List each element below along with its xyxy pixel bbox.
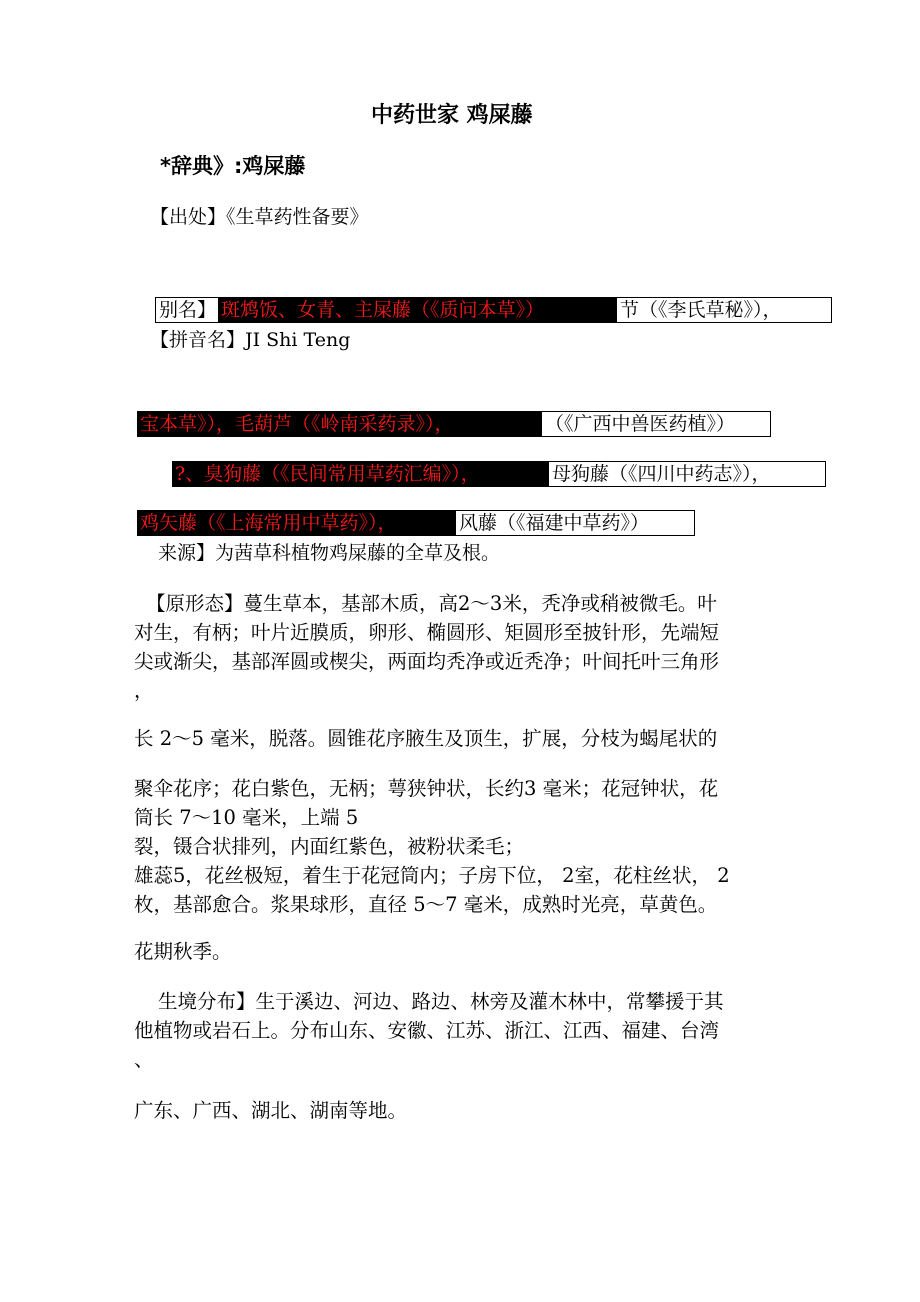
morph-line: 【原形态】蔓生草本，基部木质，高2～3米，秃净或稍被微毛。叶 [146,592,717,615]
alias-line2-rest: （《广西中兽医药植》） [541,411,771,437]
alias-highlight: 斑鸩饭、女青、主屎藤（《质问本草》） [218,297,618,323]
habitat-paragraph-2 [134,1096,794,1125]
source-line: 【出处】《生草药性备要》 [150,206,369,228]
alias-line3-rest: 母狗藤（《四川中药志》）， [548,461,826,487]
alias-line4-rest: 风藤（《福建中草药》） [455,510,695,536]
habitat-paragraph [158,987,818,1016]
morphology-paragraph-2 [134,724,794,753]
page-title: 中药世家 鸡屎藤 [371,103,533,128]
alias-label: 别名】 [155,297,223,323]
morphology-paragraph [146,589,806,618]
alias-rest: 节（《李氏草秘》）， [616,297,832,323]
origin-line: 来源】为茜草科植物鸡屎藤的全草及根。 [158,542,501,564]
morph-line: 聚伞花序；花白紫色，无柄；萼狭钟状，长约3 毫米；花冠钟状，花 [134,777,719,800]
dictionary-heading: *辞典》:鸡屎藤 [160,154,306,178]
morph-line: 雄蕊5，花丝极短，着生于花冠筒内；子房下位， 2室，花柱丝状， 2 [134,864,730,887]
morph-line: 长 2～5 毫米，脱落。圆锥花序腋生及顶生，扩展，分枝为蝎尾状的 [134,727,718,750]
habitat-line: 生境分布】生于溪边、河边、路边、林旁及灌木林中，常攀援于其 [158,990,724,1013]
morph-line: 对生，有柄；叶片近膜质，卵形、椭圆形、矩圆形至披针形，先端短 [134,621,720,644]
habitat-continued [134,1016,794,1074]
alias-line2-highlight: 宝本草》），毛葫芦（《岭南采药录》）， [137,411,543,437]
habitat-line: 他植物或岩石上。分布山东、安徽、江苏、浙江、江西、福建、台湾 [134,1019,720,1042]
morph-line: 裂，镊合状排列，内面红紫色，被粉状柔毛； [134,835,525,858]
morph-line: ， [134,679,154,702]
morph-line: 花期秋季。 [134,940,232,963]
morph-line: 筒长 7～10 毫米，上端 5 [134,806,359,829]
morphology-continued [134,618,794,705]
morph-line: 尖或渐尖，基部浑圆或楔尖，两面均秃净或近秃净；叶间托叶三角形 [134,650,720,673]
alias-line4-highlight: 鸡矢藤（《上海常用中草药》）， [137,510,457,536]
flowering-period [134,937,794,966]
habitat-line: 、 [134,1048,154,1071]
alias-line3-highlight: ?、臭狗藤（《民间常用草药汇编》）， [172,461,548,487]
pinyin-line: 【拼音名】JI Shi Teng [150,329,351,351]
morphology-paragraph-3 [134,774,794,919]
habitat-line: 广东、广西、湖北、湖南等地。 [134,1099,408,1122]
morph-line: 枚，基部愈合。浆果球形，直径 5～7 毫米，成熟时光亮，草黄色。 [134,893,718,916]
